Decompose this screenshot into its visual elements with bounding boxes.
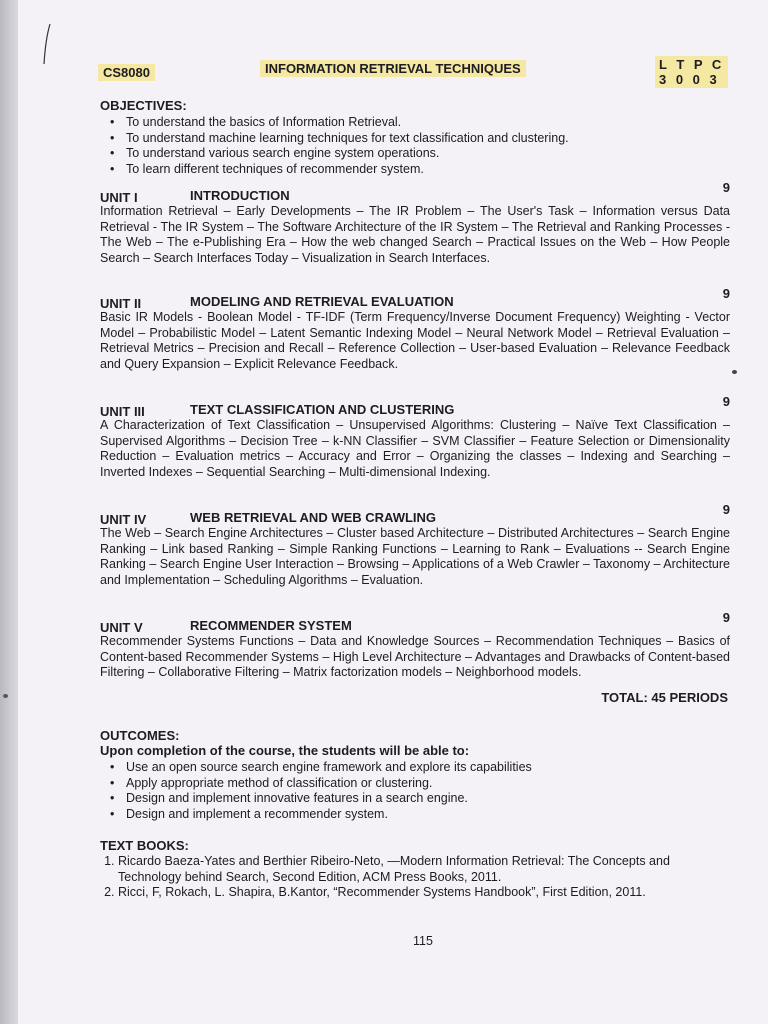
course-title: INFORMATION RETRIEVAL TECHNIQUES — [260, 60, 526, 77]
ltpc-values: 3 0 0 3 — [659, 72, 720, 87]
unit-4 — [100, 502, 730, 588]
unit-name: WEB RETRIEVAL AND WEB CRAWLING — [190, 510, 437, 525]
course-code: CS8080 — [98, 64, 155, 81]
unit-name: RECOMMENDER SYSTEM — [190, 618, 352, 633]
page-edge-shadow — [0, 0, 18, 1024]
unit-1 — [100, 180, 730, 266]
unit-number: UNIT V — [100, 620, 143, 635]
objective-item: • To understand the basics of Information Retrieval. — [126, 115, 730, 131]
unit-3 — [100, 394, 730, 480]
unit-name: MODELING AND RETRIEVAL EVALUATION — [190, 294, 454, 309]
unit-number: UNIT IV — [100, 512, 147, 527]
unit-name: INTRODUCTION — [190, 188, 290, 203]
unit-hours: 9 — [722, 502, 730, 517]
unit-number: UNIT I — [100, 190, 138, 205]
textbook-item: 1. Ricardo Baeza-Yates and Berthier Ribeiro-Neto, —Modern Information Retrieval: The Concepts and Technology behind Search, Second Edition, ACM Press Books, 2011. — [118, 854, 730, 885]
objective-item: • To understand machine learning techniques for text classification and clustering. — [126, 131, 730, 147]
unit-5 — [100, 610, 730, 681]
page-number: 115 — [413, 934, 433, 948]
scan-speck — [3, 694, 8, 698]
unit-body: The Web – Search Engine Architectures – Cluster based Architecture – Distributed Architectures – Search Engine Ranking – Link based Ranking – Simple Ranking Functions – Learning to Rank – Evaluations -- Search Engine Ranking – Search Engine User Interaction – Browsing – Applications of a Web Crawler – Taxonomy – Architecture and Implementation – Scheduling Algorithms – Evaluation. — [100, 526, 730, 587]
outcomes-heading: OUTCOMES: — [100, 728, 180, 743]
outcomes-intro: Upon completion of the course, the students will be able to: — [100, 743, 470, 758]
unit-hours: 9 — [722, 394, 730, 409]
unit-hours: 9 — [722, 286, 730, 301]
unit-name: TEXT CLASSIFICATION AND CLUSTERING — [190, 402, 455, 417]
outcome-item: • Apply appropriate method of classification or clustering. — [126, 776, 730, 792]
pen-mark — [42, 22, 52, 66]
unit-hours: 9 — [722, 180, 730, 195]
outcome-item: • Design and implement a recommender system. — [126, 807, 730, 823]
unit-2 — [100, 286, 730, 372]
objectives-heading: OBJECTIVES: — [100, 98, 187, 113]
syllabus-page — [18, 0, 768, 1024]
unit-body: Basic IR Models - Boolean Model - TF-IDF (Term Frequency/Inverse Document Frequency) Weighting - Vector Model – Probabilistic Model – Latent Semantic Indexing Model – Neural Network Model – Retrieval Evaluation – Retrieval Metrics – Precision and Recall – Reference Collection – User-based Evaluation – Relevance Feedback and Query Expansion – Explicit Relevance Feedback. — [100, 310, 730, 371]
outcome-item: • Use an open source search engine framework and explore its capabilities — [126, 760, 730, 776]
unit-body: Recommender Systems Functions – Data and Knowledge Sources – Recommendation Techniques – Basics of Content-based Recommender Systems – High Level Architecture – Advantages and Drawbacks of Content-based Filtering – Collaborative Filtering – Matrix factorization models – Neighborhood models. — [100, 634, 730, 680]
textbooks-section — [100, 838, 730, 901]
unit-body: A Characterization of Text Classification – Unsupervised Algorithms: Clustering – Naïve Text Classification – Supervised Algorithms – Decision Tree – k-NN Classifier – SVM Classifier – Feature Selection or Dimensionality Reduction – Evaluation metrics – Accuracy and Error – Organizing the classes – Indexing and Searching – Inverted Indexes – Sequential Searching – Multi-dimensional Indexing. — [100, 418, 730, 479]
objective-item: • To understand various search engine system operations. — [126, 146, 730, 162]
outcome-item: • Design and implement innovative features in a search engine. — [126, 791, 730, 807]
textbooks-heading: TEXT BOOKS: — [100, 838, 189, 853]
scan-speck — [732, 370, 737, 374]
unit-number: UNIT II — [100, 296, 142, 311]
unit-number: UNIT III — [100, 404, 145, 419]
objective-item: • To learn different techniques of recommender system. — [126, 162, 730, 178]
total-periods: TOTAL: 45 PERIODS — [601, 690, 728, 705]
outcomes-section — [100, 728, 730, 822]
objectives-section — [100, 98, 730, 177]
ltpc-labels: L T P C — [659, 57, 725, 72]
ltpc-box — [655, 56, 728, 88]
textbook-item: 2. Ricci, F, Rokach, L. Shapira, B.Kantor, “Recommender Systems Handbook”, First Edition, 2011. — [118, 885, 730, 901]
unit-body: Information Retrieval – Early Developments – The IR Problem – The User's Task – Information versus Data Retrieval - The IR System – The Software Architecture of the IR System – The Retrieval and Ranking Processes - The Web – The e-Publishing Era – How the web changed Search – Practical Issues on the Web – How People Search – Search Interfaces Today – Visualization in Search Interfaces. — [100, 204, 730, 265]
unit-hours: 9 — [722, 610, 730, 625]
